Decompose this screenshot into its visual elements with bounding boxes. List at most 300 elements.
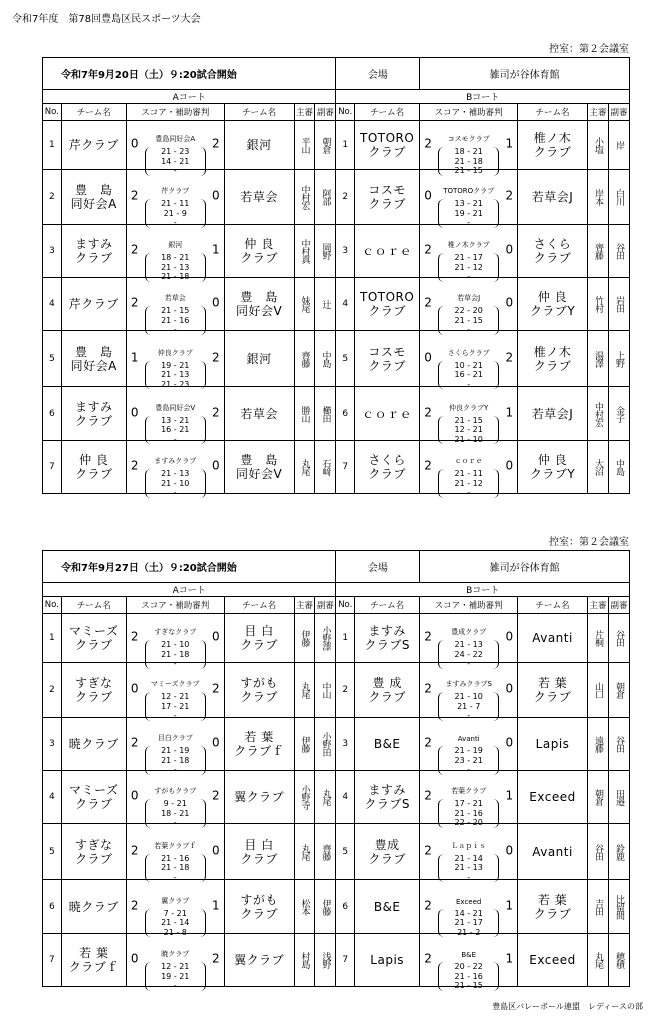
set-scores <box>145 306 206 335</box>
score-cell <box>420 718 518 774</box>
document-title: 令和7年度 第78回豊島区民スポーツ大会 <box>12 14 201 25</box>
match-number: 5 <box>43 331 62 387</box>
team2-name: 目 白 クラブ <box>224 824 294 880</box>
set-scores <box>438 361 499 390</box>
team2-name: 翼クラブ <box>224 934 294 987</box>
team2-sets-won: 0 <box>505 681 514 696</box>
match-row <box>43 387 630 441</box>
set-score: 21 - 10 <box>454 692 483 701</box>
referee-main: 朝倉 <box>587 771 608 824</box>
set-score: - <box>173 659 177 668</box>
set-score: - <box>173 325 177 334</box>
referee-main: 小塩 <box>587 121 608 170</box>
team2-sets-won: 0 <box>212 188 220 203</box>
aux-referee-team: ｃｏｒｅ <box>454 457 483 465</box>
referee-sub: 鈴鹿 <box>608 824 629 880</box>
set-score: - <box>467 659 471 668</box>
set-scores <box>438 469 499 498</box>
team1-sets-won: 0 <box>424 350 432 365</box>
set-score: - <box>173 872 177 882</box>
match-row <box>43 718 630 771</box>
column-header-ref1: 主審 <box>294 597 315 614</box>
match-row <box>43 278 630 331</box>
team1-name: 豊成 クラブ <box>355 824 420 880</box>
set-score: 18 - 21 <box>161 808 190 818</box>
set-score: 21 - 23 <box>161 379 190 389</box>
team1-sets-won: 2 <box>424 735 432 750</box>
referee-sub: 岸 <box>608 121 629 170</box>
set-scores <box>145 147 206 176</box>
score-cell <box>126 387 224 444</box>
set-scores <box>145 692 206 721</box>
set-score: 21 - 14 <box>454 853 483 863</box>
referee-sub: 丸尾 <box>315 771 336 824</box>
referee-sub: 中島 <box>608 441 629 494</box>
match-number: 5 <box>336 331 355 387</box>
set-score: 21 - 18 <box>161 649 190 659</box>
court-a-label: Aコート <box>43 583 336 597</box>
set-score: 21 - 19 <box>161 746 190 755</box>
aux-referee-team: ますみクラブS <box>445 680 492 688</box>
team2-name: 若草会 <box>224 387 294 441</box>
team1-sets-won: 0 <box>130 788 139 803</box>
set-score: 21 - 13 <box>161 469 190 478</box>
set-scores <box>438 799 499 828</box>
match-number: 1 <box>43 614 62 663</box>
team1-sets-won: 2 <box>424 681 432 696</box>
column-header-ref1: 主審 <box>294 104 315 121</box>
set-score: 21 - 15 <box>454 166 483 175</box>
match-row <box>43 331 630 387</box>
team1-sets-won: 0 <box>130 951 139 966</box>
referee-sub: 比留間 <box>608 880 629 934</box>
match-number: 4 <box>336 278 355 331</box>
column-header-team: チーム名 <box>224 597 294 614</box>
set-score: 19 - 21 <box>161 971 190 981</box>
aux-referee-team: ますみクラブ <box>154 457 197 465</box>
score-cell <box>126 718 224 774</box>
set-score: - <box>467 325 471 334</box>
set-score: - <box>173 488 177 497</box>
aux-referee-team: 椎ノ木クラブ <box>447 241 490 249</box>
referee-main: 竹村 <box>587 278 608 331</box>
column-header-team: チーム名 <box>518 104 588 121</box>
team1-sets-won: 2 <box>424 295 432 310</box>
team2-name: 目 白 クラブ <box>224 614 294 663</box>
set-score: - <box>173 765 177 774</box>
set-score: 7 - 21 <box>163 908 187 918</box>
referee-sub: 田邉 <box>608 771 629 824</box>
referee-sub: 阿部 <box>315 170 336 225</box>
referee-main: 齊藤 <box>294 331 315 387</box>
set-score: - <box>467 272 471 281</box>
team2-name: すがも クラブ <box>224 663 294 718</box>
team1-sets-won: 0 <box>424 188 432 203</box>
team2-sets-won: 1 <box>505 136 514 151</box>
team1-name: ますみ クラブS <box>355 614 420 663</box>
set-score: 17 - 21 <box>454 799 483 808</box>
set-score: 21 - 13 <box>161 262 190 272</box>
match-number: 6 <box>43 387 62 441</box>
set-score: 21 - 16 <box>454 808 483 818</box>
team1-name: さくら クラブ <box>355 441 420 494</box>
match-row <box>43 934 630 987</box>
match-row <box>43 441 630 494</box>
referee-sub: 中山 <box>315 663 336 718</box>
column-header-score: スコア・補助審判 <box>420 597 518 614</box>
set-score: 21 - 15 <box>161 306 190 315</box>
aux-referee-team: コスモクラブ <box>447 135 490 143</box>
score-cell <box>420 225 518 281</box>
referee-sub: 浅野 <box>315 934 336 987</box>
set-score: 12 - 21 <box>161 962 190 971</box>
set-scores <box>438 199 499 228</box>
referee-main: 齊藤 <box>587 225 608 278</box>
team2-name: 若 葉 クラブｆ <box>224 718 294 771</box>
team1-name: 芹クラブ <box>61 121 126 170</box>
team1-sets-won: 2 <box>424 951 432 966</box>
match-row <box>43 771 630 824</box>
set-scores <box>438 416 499 445</box>
score-cell <box>126 880 224 937</box>
column-header-ref1: 主審 <box>587 597 608 614</box>
aux-referee-team: 若草会 <box>164 294 186 302</box>
score-cell <box>420 121 518 175</box>
set-scores <box>145 469 206 498</box>
aux-referee-team: 仲良クラブY <box>449 403 489 412</box>
aux-referee-team: 若草会J <box>457 294 481 302</box>
team1-sets-won: 2 <box>424 136 432 151</box>
aux-referee-team: すがもクラブ <box>154 787 197 795</box>
team1-sets-won: 2 <box>424 458 432 473</box>
team2-name: 仲 良 クラブ <box>224 225 294 278</box>
match-number: 4 <box>43 278 62 331</box>
match-number: 2 <box>336 170 355 225</box>
team2-name: Lapis <box>518 718 588 771</box>
aux-referee-team: 暁クラブ <box>161 950 190 958</box>
set-score: 10 - 21 <box>454 360 483 370</box>
team1-sets-won: 2 <box>130 843 139 858</box>
team2-sets-won: 0 <box>505 242 514 257</box>
set-score: 20 - 22 <box>454 962 483 971</box>
set-score: 21 - 7 <box>457 701 481 711</box>
team2-name: 豊 島 同好会V <box>224 441 294 494</box>
column-header-no: No. <box>43 597 62 614</box>
set-score: 23 - 21 <box>454 755 483 765</box>
referee-sub: 小野田 <box>315 718 336 771</box>
team2-name: さくら クラブ <box>518 225 588 278</box>
match-row <box>43 121 630 170</box>
court-b-label: Bコート <box>336 90 630 104</box>
set-scores <box>145 199 206 228</box>
footer-organizer: 豊島区バレーボール連盟 レディースの部 <box>492 1002 643 1011</box>
match-number: 4 <box>43 771 62 824</box>
team1-sets-won: 1 <box>130 350 139 365</box>
set-scores <box>145 909 206 938</box>
aux-referee-team: 豊成クラブ <box>451 628 487 636</box>
set-score: 24 - 22 <box>454 649 483 659</box>
set-scores <box>145 253 206 282</box>
score-cell <box>126 614 224 668</box>
aux-referee-team: 翼クラブ <box>161 896 190 905</box>
team1-sets-won: 2 <box>424 405 432 420</box>
match-number: 2 <box>43 170 62 225</box>
set-score: 13 - 21 <box>454 199 483 208</box>
set-score: - <box>467 488 471 497</box>
team1-sets-won: 2 <box>424 843 432 858</box>
set-score: 9 - 21 <box>163 799 187 808</box>
match-number: 7 <box>43 441 62 494</box>
referee-sub: 谷田 <box>608 718 629 771</box>
team1-name: マミーズ クラブ <box>61 771 126 824</box>
team2-name: 豊 島 同好会V <box>224 278 294 331</box>
match-number: 2 <box>43 663 62 718</box>
set-score: - <box>467 218 471 227</box>
match-number: 6 <box>336 387 355 441</box>
set-scores <box>438 854 499 883</box>
venue-label: 会場 <box>336 58 420 90</box>
match-row <box>43 880 630 934</box>
referee-main: 伊藤 <box>294 614 315 663</box>
set-score: 12 - 21 <box>161 692 190 701</box>
team1-sets-won: 2 <box>130 735 139 750</box>
referee-main: 山口 <box>587 663 608 718</box>
aux-referee-team: B&E <box>461 951 477 959</box>
team2-name: 仲 良 クラブY <box>518 278 588 331</box>
column-header-team: チーム名 <box>518 597 588 614</box>
team2-name: 若 葉 クラブ <box>518 880 588 934</box>
score-cell <box>420 934 518 990</box>
set-score: 21 - 15 <box>454 315 483 325</box>
team1-name: ますみ クラブ <box>61 387 126 441</box>
team2-sets-won: 1 <box>505 898 514 913</box>
score-cell <box>420 824 518 880</box>
aux-referee-team: Exceed <box>456 897 482 906</box>
set-score: 21 - 18 <box>161 863 190 872</box>
score-cell <box>126 934 224 990</box>
team1-sets-won: 2 <box>130 188 139 203</box>
match-number: 1 <box>336 614 355 663</box>
team2-sets-won: 0 <box>212 735 220 750</box>
score-cell <box>126 278 224 334</box>
referee-main: 中村真 <box>294 225 315 278</box>
score-cell <box>420 771 518 827</box>
aux-referee-team: マミーズクラブ <box>150 680 200 688</box>
set-scores <box>145 416 206 445</box>
set-scores <box>438 962 499 991</box>
set-score: 18 - 21 <box>454 147 483 156</box>
referee-main: 勝山 <box>294 387 315 441</box>
set-score: 13 - 21 <box>161 415 190 425</box>
set-score: 22 - 20 <box>454 818 483 827</box>
team1-name: 暁クラブ <box>61 718 126 771</box>
referee-sub: 金子 <box>608 387 629 441</box>
set-score: - <box>467 711 471 720</box>
set-score: 14 - 21 <box>454 908 483 918</box>
column-header-no: No. <box>336 104 355 121</box>
score-cell <box>126 824 224 880</box>
set-score: 21 - 17 <box>454 253 483 262</box>
set-scores <box>438 253 499 282</box>
referee-sub: 石﨑 <box>315 441 336 494</box>
set-scores <box>438 306 499 335</box>
team1-sets-won: 2 <box>130 458 139 473</box>
column-header-team: チーム名 <box>61 597 126 614</box>
referee-main: 妹尾 <box>294 278 315 331</box>
referee-main: 丸尾 <box>294 824 315 880</box>
match-number: 5 <box>43 824 62 880</box>
team1-name: コスモ クラブ <box>355 170 420 225</box>
venue-name: 雑司が谷体育館 <box>420 58 630 90</box>
referee-main: 谷田 <box>587 824 608 880</box>
referee-sub: 辻 <box>315 278 336 331</box>
team2-sets-won: 2 <box>505 188 514 203</box>
team1-sets-won: 0 <box>130 136 139 151</box>
aux-referee-team: TOTOROクラブ <box>443 187 495 195</box>
aux-referee-team: 芹クラブ <box>161 187 190 195</box>
set-score: - <box>173 166 177 175</box>
team2-sets-won: 2 <box>212 681 220 696</box>
referee-sub: 岩田 <box>608 278 629 331</box>
team1-sets-won: 2 <box>130 629 139 644</box>
team2-name: Avanti <box>518 824 588 880</box>
match-row <box>43 170 630 225</box>
match-number: 7 <box>336 934 355 987</box>
referee-sub: 岡野 <box>315 225 336 278</box>
team1-name: 豊 成 クラブ <box>355 663 420 718</box>
waiting-room-label: 控室：第２会議室 <box>549 44 629 55</box>
team1-name: B&E <box>355 880 420 934</box>
team2-sets-won: 0 <box>212 629 220 644</box>
set-scores <box>438 147 499 176</box>
team1-name: B&E <box>355 718 420 771</box>
team2-sets-won: 2 <box>212 405 220 420</box>
score-cell <box>420 614 518 668</box>
court-a-label: Aコート <box>43 90 336 104</box>
referee-main: 遠藤 <box>587 718 608 771</box>
team1-name: 豊 島 同好会A <box>61 170 126 225</box>
team2-sets-won: 0 <box>505 843 514 858</box>
referee-sub: 中島 <box>315 331 336 387</box>
score-cell <box>126 771 224 827</box>
set-score: 21 - 10 <box>161 640 190 649</box>
team2-name: 若草会 <box>224 170 294 225</box>
aux-referee-team: Ｌａｐｉｓ <box>451 841 487 850</box>
referee-sub: 朝倉 <box>315 121 336 170</box>
team2-sets-won: 2 <box>212 951 220 966</box>
referee-main: 中村宏 <box>294 170 315 225</box>
venue-name: 雑司が谷体育館 <box>420 551 630 583</box>
referee-main: 片桐 <box>587 614 608 663</box>
team2-name: 若 葉 クラブ <box>518 663 588 718</box>
set-score: 21 - 19 <box>454 746 483 755</box>
team2-name: Exceed <box>518 934 588 987</box>
referee-sub: 穂積 <box>608 934 629 987</box>
team1-name: TOTORO クラブ <box>355 278 420 331</box>
match-number: 1 <box>43 121 62 170</box>
team1-sets-won: 2 <box>424 242 432 257</box>
set-score: 21 - 12 <box>454 262 483 272</box>
set-score: - <box>173 434 177 444</box>
team1-name: TOTORO クラブ <box>355 121 420 170</box>
team2-name: 若草会J <box>518 387 588 441</box>
match-row <box>43 824 630 880</box>
referee-sub: 朝倉 <box>608 663 629 718</box>
match-number: 1 <box>336 121 355 170</box>
team2-sets-won: 1 <box>505 951 514 966</box>
referee-main: 村島 <box>294 934 315 987</box>
aux-referee-team: 若葉クラブ <box>451 787 487 795</box>
match-row <box>43 663 630 718</box>
referee-main: 吉田 <box>587 880 608 934</box>
set-score: 21 - 15 <box>454 981 483 990</box>
team1-name: Lapis <box>355 934 420 987</box>
match-number: 3 <box>336 718 355 771</box>
set-score: 21 - 10 <box>161 478 190 488</box>
match-date-header: 令和7年9月20日（土）９:20試合開始 <box>43 58 336 90</box>
score-cell <box>126 441 224 497</box>
set-score: 21 - 17 <box>454 918 483 927</box>
match-date-header: 令和7年9月27日（土）９:20試合開始 <box>43 551 336 583</box>
venue-label: 会場 <box>336 551 420 583</box>
match-number: 4 <box>336 771 355 824</box>
set-scores <box>438 640 499 669</box>
score-cell <box>420 663 518 718</box>
set-score: 21 - 2 <box>457 927 481 937</box>
score-cell <box>420 331 518 387</box>
team1-name: 豊 島 同好会A <box>61 331 126 387</box>
aux-referee-team: 目白クラブ <box>157 734 193 742</box>
referee-main: 岸本 <box>587 170 608 225</box>
team2-sets-won: 0 <box>505 735 514 750</box>
referee-main: 小野寺 <box>294 771 315 824</box>
referee-main: 丸尾 <box>294 441 315 494</box>
score-cell <box>126 225 224 281</box>
set-score: 19 - 21 <box>161 360 190 370</box>
match-number: 6 <box>43 880 62 934</box>
set-score: 21 - 13 <box>454 863 483 872</box>
team1-sets-won: 0 <box>130 405 139 420</box>
set-score: 21 - 12 <box>454 478 483 488</box>
aux-referee-team: 若葉クラブｆ <box>154 841 197 850</box>
score-cell <box>126 170 224 225</box>
schedule-table-day2 <box>42 550 630 990</box>
team2-name: すがも クラブ <box>224 880 294 934</box>
score-cell <box>126 331 224 387</box>
team2-sets-won: 0 <box>212 458 220 473</box>
match-number: 7 <box>336 441 355 494</box>
set-score: 21 - 13 <box>161 370 190 379</box>
set-scores <box>145 640 206 669</box>
set-score: 21 - 16 <box>161 315 190 325</box>
waiting-room-label: 控室：第２会議室 <box>549 537 629 548</box>
match-number: 6 <box>336 880 355 934</box>
team2-name: 仲 良 クラブY <box>518 441 588 494</box>
set-score: 21 - 11 <box>161 199 190 208</box>
match-number: 3 <box>43 225 62 278</box>
set-scores <box>438 692 499 721</box>
set-score: - <box>173 981 177 990</box>
score-cell <box>420 387 518 444</box>
referee-main: 伊藤 <box>294 718 315 771</box>
team1-name: ますみ クラブS <box>355 771 420 824</box>
match-number: 3 <box>336 225 355 278</box>
set-score: - <box>467 379 471 389</box>
court-b-label: Bコート <box>336 583 630 597</box>
team2-name: Avanti <box>518 614 588 663</box>
team1-name: すぎな クラブ <box>61 663 126 718</box>
referee-sub: 谷田 <box>608 225 629 278</box>
